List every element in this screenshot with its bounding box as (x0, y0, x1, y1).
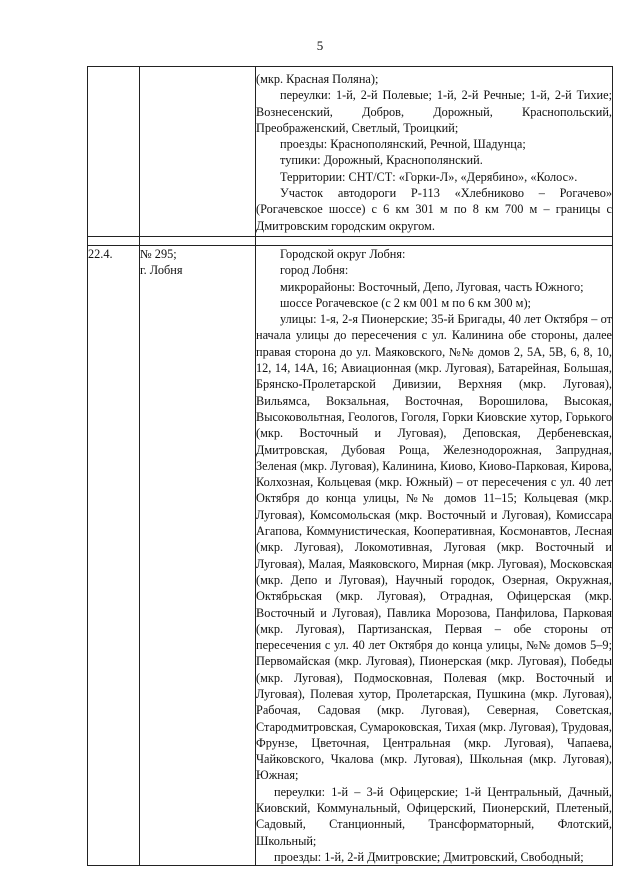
table-spacer-row (88, 236, 613, 245)
paragraph: (мкр. Красная Поляна); (256, 72, 379, 86)
row-description-cell (256, 245, 613, 865)
row-number-cell: 22.4. (88, 245, 140, 865)
row-description-cell (256, 67, 613, 237)
row-name-cell (140, 245, 256, 865)
table-row (88, 245, 613, 865)
paragraph: переулки: 1-й, 2-й Полевые; 1-й, 2-й Речные; 1-й, 2-й Тихие; Вознесенский, Добров, Дорожный, Краснопольский, Преображенский, Светлый, Троицкий; (256, 88, 612, 135)
paragraph: тупики: Дорожный, Краснополянский. (280, 153, 483, 168)
spacer-cell (256, 236, 613, 245)
row-number-cell (88, 67, 140, 237)
table-row (88, 67, 613, 237)
paragraph: Городской округ Лобня: (280, 246, 406, 261)
paragraph: микрорайоны: Восточный, Депо, Луговая, часть Южного; (280, 279, 584, 294)
paragraph: проезды: 1-й, 2-й Дмитровские; Дмитровский, Свободный; (274, 849, 584, 864)
row-name-cell (140, 67, 256, 237)
paragraph: город Лобня: (280, 263, 349, 278)
paragraph: улицы: 1-я, 2-я Пионерские; 35-й Бригады, 40 лет Октября – от начала улицы до пересечения с ул. Калинина обе стороны, далее правая сторона до ул. Маяковского, №№ домов 2, 5А, 5В, 6, 8, 10, 12, 14, 14А, 16; Авиационная (мкр. Луговая), Батарейная, Большая, Брянско-Пролетарской Дивизии, Верхняя (мкр. Луговая), Вильямса, Вокзальная, Восточная, Ворошилова, Высокая, Высоковольтная, Геологов, Гоголя, Горки Киовские хутор, Горького (мкр. Восточный и Луговая), Деповская, Дербеневская, Дмитровская, Дубовая Роща, Железнодорожная, Запрудная, Зеленая (мкр. Луговая), Калинина, Киово, Киово-Парковая, Кирова, Колхозная, Кольцевая (мкр. Южный) – от пересечения с ул. 40 лет Октября до конца улицы, №№ домов 11–15; Кольцевая (мкр. Луговая), Комсомольская (мкр. Восточный и Луговая), Комиссара Агапова, Коммунистическая, Кооперативная, Космонавтов, Лесная (мкр. Луговая), Локомотивная, Луговая (мкр. Восточный и Луговая), Малая, Маяковского, Мирная (мкр. Луговая), Московская (мкр. Депо и Луговая), Научный городок, Озерная, Окружная, Октябрьская (мкр. Луговая), Отрадная, Офицерская (мкр. Восточный и Луговая), Павлика Морозова, Панфилова, Парковая (мкр. Луговая), Партизанская, Первая – обе стороны от пересечения с ул. 40 лет Октября до конца улицы, №№ домов 5–9; Первомайская (мкр. Луговая), Пионерская (мкр. Луговая), Победы (мкр. Луговая), Подмосковная, Полевая (мкр. Восточный и Луговая), Полевая хутор, Пролетарская, Пушкина (мкр. Луговая), Рабочая, Садовая (мкр. Луговая), Северная, Советская, Стародмитровская, Сумароковская, Тихая (мкр. Луговая), Трудовая, Фрунзе, Цветочная, Центральная (мкр. Луговая), Чапаева, Чайковского, Чкалова (мкр. Луговая), Школьная (мкр. Луговая), Южная; (256, 312, 612, 783)
paragraph: переулки: 1-й – 3-й Офицерские; 1-й Центральный, Дачный, Киовский, Коммунальный, Офицерский, Пионерский, Плетеный, Садовый, Станционный, Трансформаторный, Флотский, Школьный; (256, 784, 612, 848)
spacer-cell (140, 236, 256, 245)
station-number: № 295; (140, 246, 177, 261)
paragraph: проезды: Краснополянский, Речной, Шадунца; (280, 137, 526, 152)
districts-table (87, 66, 613, 866)
page-number: 5 (316, 38, 324, 53)
paragraph: Территории: СНТ/СТ: «Горки-Л», «Дерябино», «Колос». (280, 169, 578, 184)
station-city: г. Лобня (140, 263, 183, 278)
spacer-cell (88, 236, 140, 245)
paragraph: шоссе Рогачевское (с 2 км 001 м по 6 км 300 м); (280, 295, 531, 310)
paragraph: Участок автодороги Р-113 «Хлебниково – Рогачево» (Рогачевское шоссе) с 6 км 301 м по 8 км 700 м – границы с Дмитровским городским округом. (256, 186, 612, 233)
